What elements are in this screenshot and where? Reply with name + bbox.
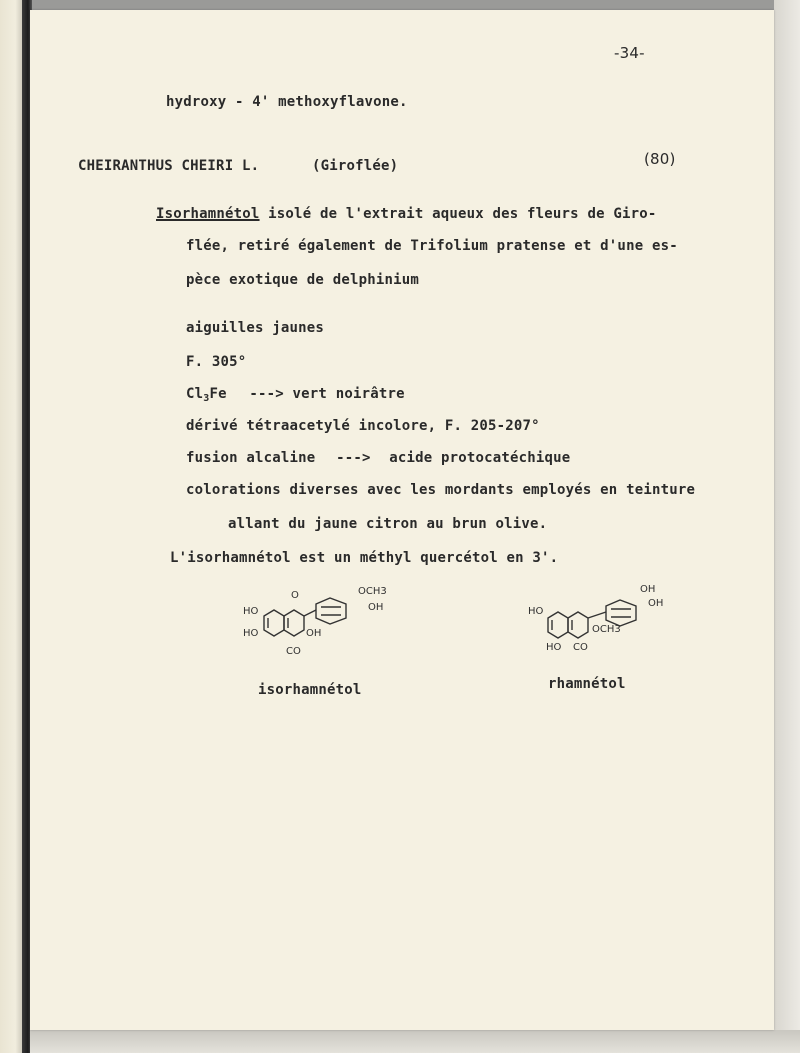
property-colorations: colorations diverses avec les mordants employés en teinture (186, 482, 696, 498)
compound-term: Isorhamnétol (156, 206, 260, 222)
line-plant-common-name: (Giroflée) (312, 158, 399, 174)
arrow-icon: ---> (336, 450, 371, 466)
chem-label-co: CO (286, 646, 301, 657)
property-fecl3: $Cl_3Fe$ ---> vert noirâtre (186, 386, 405, 404)
chem-label-oh: OH (368, 602, 384, 613)
reference-number: (80) (644, 150, 676, 168)
chem-label-ho: HO (243, 606, 259, 617)
line-plant-name: CHEIRANTHUS CHEIRI L. (78, 158, 260, 174)
intro-rest: isolé de l'extrait aqueux des fleurs de Giro- (259, 206, 657, 222)
page-number: -34- (614, 44, 645, 62)
line-sources-3: pèce exotique de delphinium (186, 272, 419, 288)
bottom-page-edge (30, 1030, 800, 1053)
line-sources-2: flée, retiré également de Trifolium pratense et d'une es- (186, 238, 678, 254)
left-binding (0, 0, 22, 1053)
arrow-icon: ---> (249, 386, 284, 402)
line-definition: L'isorhamnétol est un méthyl quercétol en 3'. (170, 550, 559, 566)
chem-label-och3: OCH3 (358, 586, 387, 597)
chem-label-ho: HO (528, 606, 544, 617)
structure-name-rhamnetol: rhamnétol (548, 676, 626, 692)
property-appearance: aiguilles jaunes (186, 320, 325, 336)
property-alkaline-fusion: fusion alcaline ---> acide protocatéchique (186, 450, 571, 466)
chem-label-och3: OCH3 (592, 624, 621, 635)
chem-label-oh: OH (306, 628, 322, 639)
document-page (30, 10, 774, 1030)
chem-label-ho: HO (546, 642, 562, 653)
chem-label-oh: OH (648, 598, 664, 609)
chem-label-ho: HO (243, 628, 259, 639)
line-compound-continuation: hydroxy - 4' methoxyflavone. (166, 94, 408, 110)
line-isorhamnetol-intro (156, 206, 656, 222)
right-page-edge (774, 0, 800, 1053)
property-derivative: dérivé tétraacetylé incolore, F. 205-207° (186, 418, 540, 434)
structure-name-isorhamnetol: isorhamnétol (258, 682, 362, 698)
chem-label-oh: OH (640, 584, 656, 595)
chem-label-o: O (291, 590, 299, 601)
property-colorations-cont: allant du jaune citron au brun olive. (228, 516, 548, 532)
chem-label-co: CO (573, 642, 588, 653)
property-melting-point: F. 305° (186, 354, 247, 370)
